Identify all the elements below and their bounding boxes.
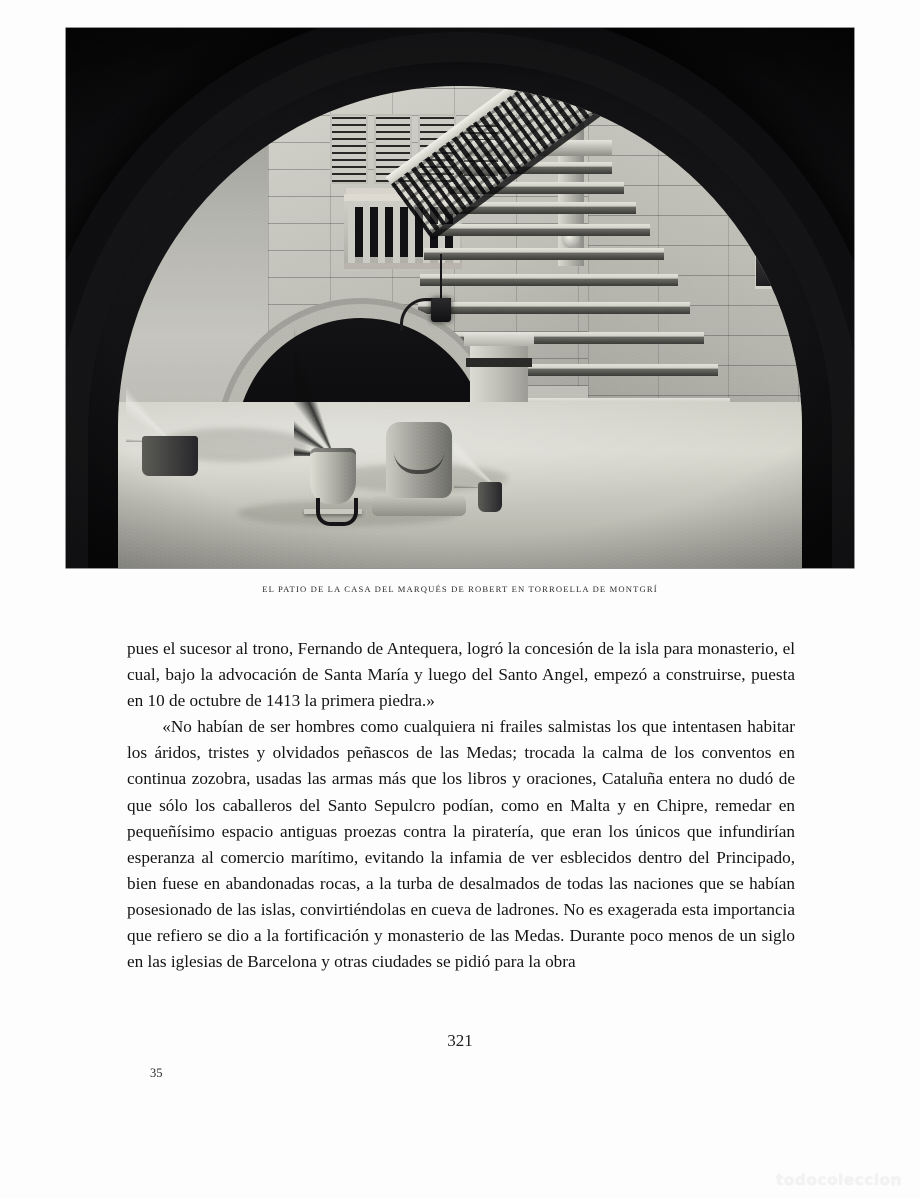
signature-mark: 35: [150, 1066, 163, 1080]
watermark: todocoleccion: [775, 1171, 902, 1189]
paragraph: «No habían de ser hombres como cualquiera ni frailes salmistas los que intentasen habitar los áridos, tristes y olvidados peñascos de las Medas; trocada la calma de los conventos en continua zozobra, usadas las armas más que los libros y oraciones, Cataluña entera no dudó de que sólo los caballeros del Santo Sepulcro podían, como en Malta y en Chipre, remedar en pequeñísimo espacio antiguas proezas contra la piratería, que eran los únicos que infundirían esperanza al comercio marítimo, evitando la infamia de ver esblecidos dentro del Principado, bien fuese en abandonadas rocas, a la turba de desalmados de todas las naciones que se habían posesionado de las islas, convirtiéndolas en cueva de ladrones. No es exagerada esta importancia que refiero se dio a la fortificación y monasterio de las Medas. Durante poco menos de un siglo en las iglesias de Barcelona y otras ciudades se pidió para la obra: [127, 717, 795, 972]
body-text-column: [127, 636, 795, 975]
photograph-caption: EL PATIO DE LA CASA DEL MARQUÉS DE ROBERT EN TORROELLA DE MONTGRÍ: [262, 584, 658, 594]
photograph-plate: [66, 28, 854, 568]
paragraph: pues el sucesor al trono, Fernando de Antequera, logró la concesión de la isla para monasterio, el cual, bajo la advocación de Santa María y luego del Santo Angel, empezó a construirse, puesta en 10 de octubre de 1413 la primera piedra.»: [127, 639, 795, 711]
courtyard-scene: [66, 28, 854, 568]
page-number: 321: [447, 1031, 473, 1050]
